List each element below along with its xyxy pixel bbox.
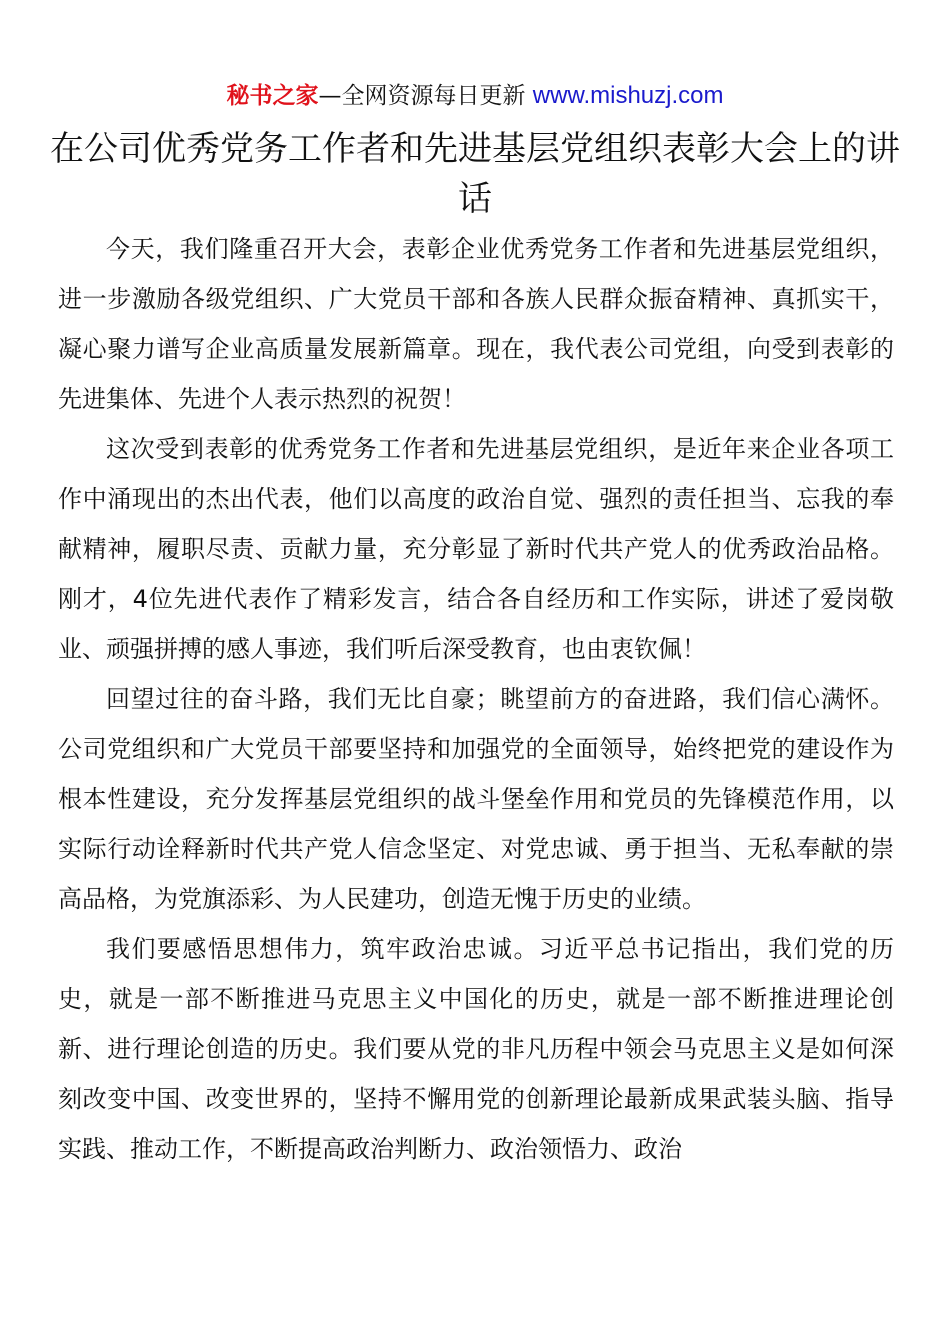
site-header [0,80,950,112]
paragraph: 回望过往的奋斗路，我们无比自豪；眺望前方的奋进路，我们信心满怀。公司党组织和广大党员干部要坚持和加强党的全面领导，始终把党的建设作为根本性建设，充分发挥基层党组织的战斗堡垒作用和党员的先锋模范作用，以实际行动诠释新时代共产党人信念坚定、对党忠诚、勇于担当、无私奉献的崇高品格，为党旗添彩、为人民建功，创造无愧于历史的业绩。 [58,685,894,913]
document-body [58,224,894,1174]
brand-name: 秘书之家 [226,83,319,109]
paragraph: 我们要感悟思想伟力，筑牢政治忠诚。习近平总书记指出，我们党的历史，就是一部不断推进马克思主义中国化的历史，就是一部不断推进理论创新、进行理论创造的历史。我们要从党的非凡历程中领会马克思主义是如何深刻改变中国、改变世界的，坚持不懈用党的创新理论最新成果武装头脑、指导实践、推动工作，不断提高政治判断力、政治领悟力、政治 [58,935,894,1163]
paragraph: 这次受到表彰的优秀党务工作者和先进基层党组织，是近年来企业各项工作中涌现出的杰出代表，他们以高度的政治自觉、强烈的责任担当、忘我的奉献精神，履职尽责、贡献力量，充分彰显了新时代共产党人的优秀政治品格。刚才，4位先进代表作了精彩发言，结合各自经历和工作实际，讲述了爱岗敬业、顽强拼搏的感人事迹，我们听后深受教育，也由衷钦佩！ [58,435,894,663]
site-url-link[interactable]: www.mishuzj.com [532,82,724,109]
document-title: 在公司优秀党务工作者和先进基层党组织表彰大会上的讲话 [50,129,900,219]
paragraph: 今天，我们隆重召开大会，表彰企业优秀党务工作者和先进基层党组织，进一步激励各级党组织、广大党员干部和各族人民群众振奋精神、真抓实干，凝心聚力谱写企业高质量发展新篇章。现在，我代表公司党组，向受到表彰的先进集体、先进个人表示热烈的祝贺！ [58,235,894,413]
header-tagline: —全网资源每日更新 [318,83,526,109]
